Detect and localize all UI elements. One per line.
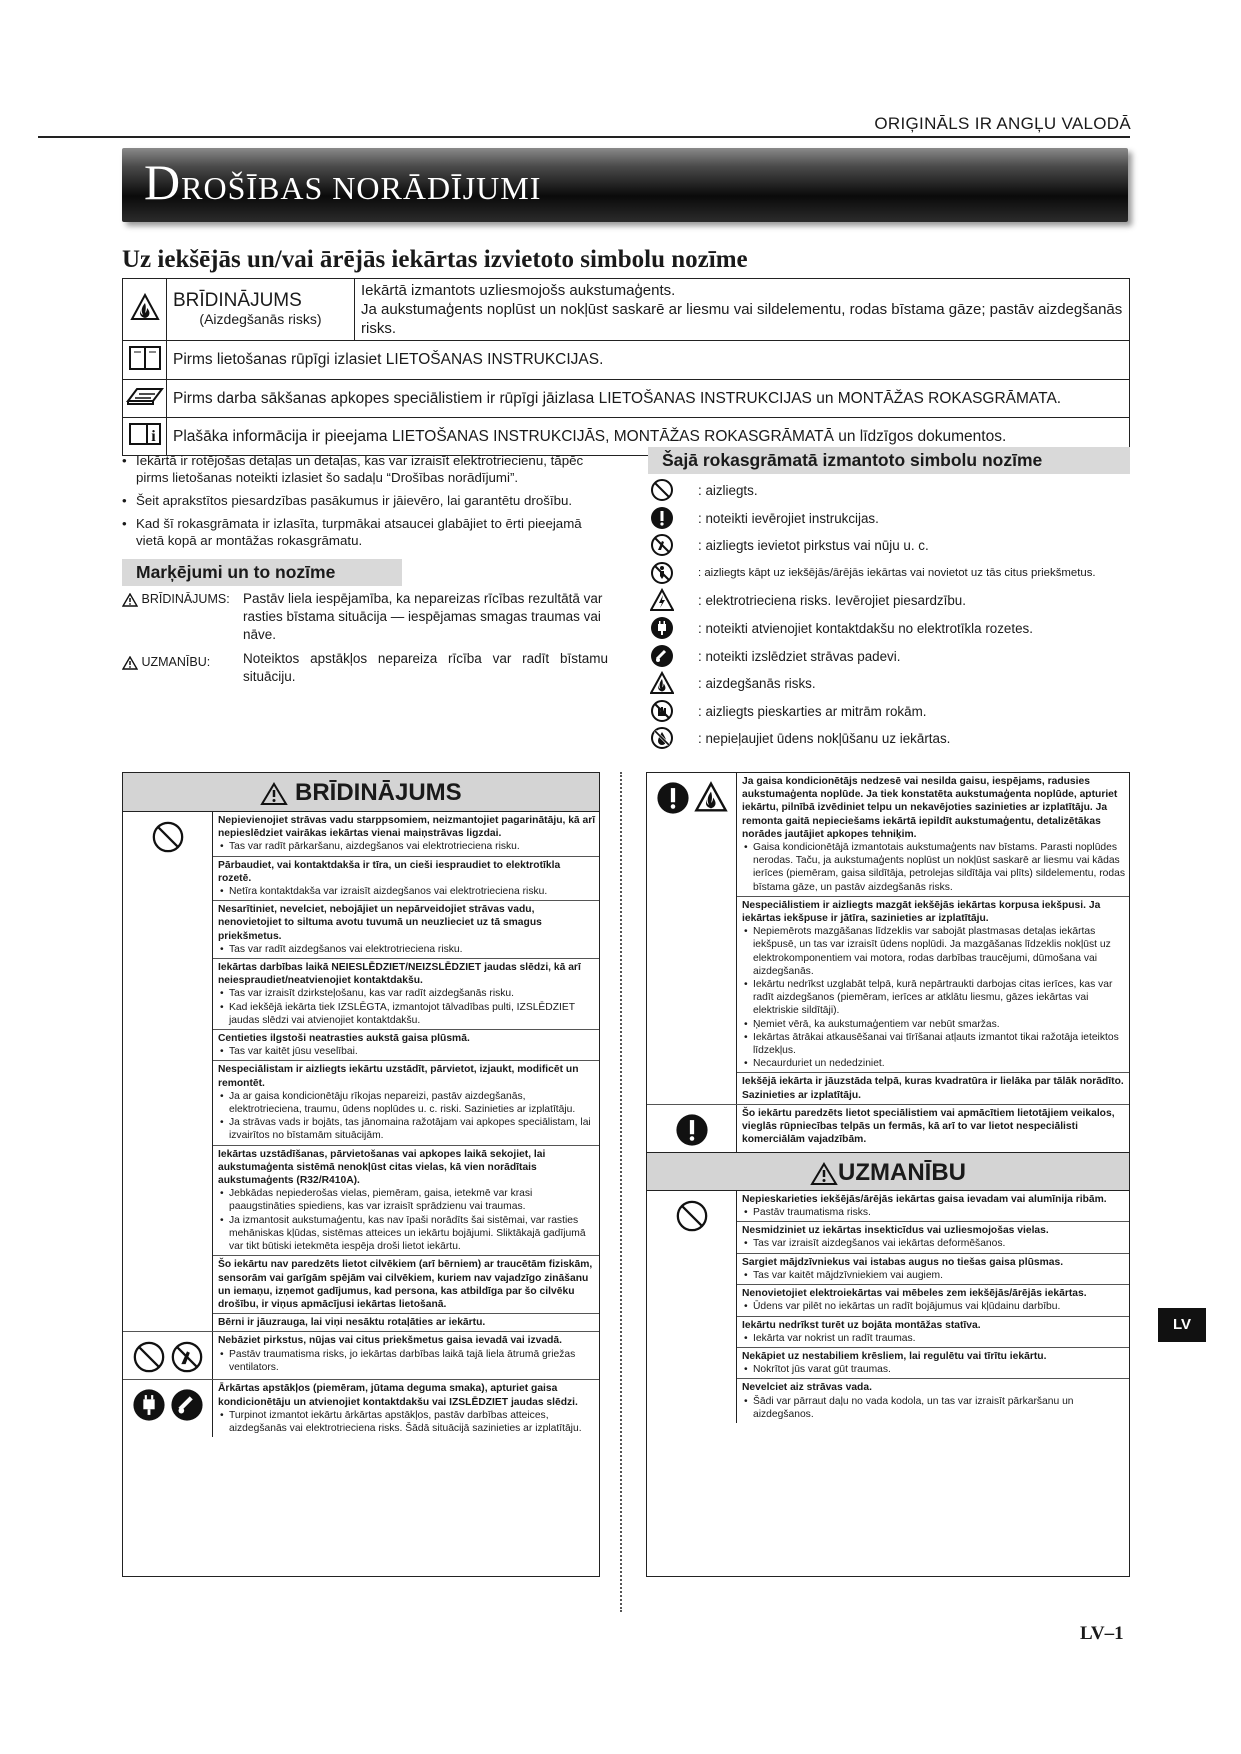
list-item: : noteikti atvienojiet kontaktdakšu no elektrotīkla rozetes. [650, 616, 1140, 644]
title-banner [122, 148, 1128, 222]
safety-item-title: Sargiet mājdzīvniekus vai istabas augus no tiešas gaisa plūsmas. [742, 1256, 1064, 1268]
unit-symbols-heading: Uz iekšējās un/vai ārējās iekārtas izvietoto simbolu nozīme [122, 246, 748, 273]
safety-item [213, 857, 599, 902]
header-rule [38, 136, 1130, 138]
prohibited-icon [132, 1340, 166, 1379]
fire-icon [650, 671, 674, 695]
read-manual-text: Pirms lietošanas rūpīgi izlasiet LIETOŠANAS INSTRUKCIJAS. [167, 341, 1130, 380]
safety-item-note: • Tas var radīt aizdegšanos vai elektrotrieciena risku. [218, 943, 596, 956]
safety-item-title: Šo iekārtu paredzēts lietot speciālistiem vai apmācītiem lietotājiem veikalos, vieglās rūpniecības telpās un fermās, kā arī to var lietot nespeciālisti komerciālām vajadzībām. [742, 1107, 1115, 1146]
page-title: DROŠĪBAS NORĀDĪJUMI [144, 154, 542, 210]
page-number: LV–1 [1080, 1623, 1124, 1644]
warning-group [647, 773, 1129, 1105]
group-icon-cell [123, 1332, 213, 1379]
list-item: • Šeit aprakstītos piesardzības pasākumus ir jāievēro, lai garantētu drošību. [122, 492, 612, 509]
info-icon [123, 418, 167, 456]
safety-item [737, 1073, 1129, 1103]
safety-item-title: Bērni ir jāuzrauga, lai viņi nesāktu rotaļāties ar iekārtu. [218, 1317, 486, 1329]
safety-item [737, 897, 1129, 1074]
mandatory-icon [675, 1113, 709, 1152]
warning-group [647, 1105, 1129, 1152]
caution-marking-text: Noteiktos apstākļos nepareiza rīcība var radīt bīstamu situāciju. [243, 651, 608, 684]
safety-item [737, 1222, 1129, 1253]
warning-description: Iekārtā izmantots uzliesmojošs aukstumaģents. Ja aukstumaģents noplūst un nokļūst saskarē ar liesmu vai sildelementu, rodas bīstama gāze; pastāv aizdegšanās risks. [355, 279, 1130, 341]
no-stepping-icon [650, 561, 674, 585]
service-manual-text: Pirms darba sākšanas apkopes speciālistiem ir rūpīgi jāizlasa LIETOŠANAS INSTRUKCIJAS un MONTĀŽAS ROKASGRĀMATA. [167, 380, 1130, 418]
safety-item-title: Nespeciālistiem ir aizliegts mazgāt iekšējās iekārtas korpusa iekšpusi. Ja iekārtas iekšpuse ir jātīra, sazinieties ar izplatītāju. [742, 899, 1101, 925]
safety-item-note: • Necaurduriet un nededziniet. [742, 1057, 1126, 1070]
service-manual-icon [123, 380, 167, 418]
safety-item-note: • Pastāv traumatisma risks, jo iekārtas darbības laikā tajā liela ātrumā griežas ventilators. [218, 1348, 596, 1374]
safety-item-note: • Netīra kontaktdakša var izraisīt aizdegšanos vai elektrotrieciena risku. [218, 885, 596, 898]
safety-item-title: Ja gaisa kondicionētājs nedzesē vai nesilda gaisu, iespējams, radusies aukstumaģenta noplūde. Ja tiek konstatēta aukstumaģenta noplūde, apturiet iekārtu, pilnībā izvēdiniet telpu un nekavējoties sazinieties ar izplatītāju. Ja remonta gaitā nepieciešams iekārtā iepildīt aukstumaģentu, detalizētākas norādes jautājiet apkopes tehniķim. [742, 776, 1118, 840]
list-item: : aizliegts pieskarties ar mitrām rokām. [650, 699, 1140, 727]
safety-item [213, 1314, 599, 1331]
safety-item-note: • Jebkādas nepiederošas vielas, piemēram, gaisa, ietekmē var krasi paaugstināties spiediens, kas var izraisīt sprādzienu vai traumas. [218, 1187, 596, 1213]
safety-item-title: Nepievienojiet strāvas vadu starppsomiem, neizmantojiet pagarinātāju, kā arī nepieslēdziet vairākas iekārtas vienai maiņstrāvas ligzdai. [218, 815, 596, 840]
safety-item-note: • Ņemiet vērā, ka aukstumaģentiem var nebūt smaržas. [742, 1018, 1126, 1031]
list-item: : noteikti izslēdziet strāvas padevi. [650, 644, 1140, 672]
safety-item-note: • Ja izmantosit aukstumaģentu, kas nav īpaši norādīts šai sistēmai, var rasties mehāniskas kļūdas, sistēmas atteices un iekārtu bojājumi. Sliktākajā gadījumā var tikt būtiski ietekmēta iespēja droši lietot iekārtu. [218, 1214, 596, 1254]
safety-item-note: • Tas var kaitēt jūsu veselībai. [218, 1045, 596, 1058]
safety-item-note: • Turpinot izmantot iekārtu ārkārtas apstākļos, pastāv darbības atteices, aizdegšanās vai elektrotrieciena risks. Šādā situācijā sazinieties ar izplatītāju. [218, 1409, 596, 1435]
fire-icon [694, 781, 728, 818]
safety-item-note: • Ja ar gaisa kondicionētāju rīkojas nepareizi, pastāv aizdegšanās, elektrotrieciena, traumu, ūdens noplūdes u. c. riski. Sazinieties ar izplatītāju. [218, 1090, 596, 1116]
safety-item-note: • Iekārtu nedrīkst uzglabāt telpā, kurā nepārtraukti darbojas citas ierīces, kas var radīt aizdegšanos (piemēram, ierīces ar atklātu liesmu, gāzes iekārtas vai elektriskie sildītāji). [742, 978, 1126, 1018]
warning-group [123, 1332, 599, 1380]
safety-item [213, 1030, 599, 1061]
safety-item-title: Ārkārtas apstākļos (piemēram, jūtama deguma smaka), apturiet gaisa kondicionētāju un atvienojiet kontaktdakšu vai IZSLĒDZIET jaudas slēdzi. [218, 1383, 578, 1408]
safety-item-title: Iekārtas darbības laikā NEIESLĒDZIET/NEIZSLĒDZIET jaudas slēdzi, kā arī neiespraudiet/neatvienojiet kontaktdakšu. [218, 962, 581, 987]
safety-item [737, 1348, 1129, 1379]
list-item: : nepieļaujiet ūdens nokļūšanu uz iekārtas. [650, 726, 1140, 754]
safety-item-note: • Gaisa kondicionētājā izmantotais aukstumaģents nav bīstams. Parasti noplūdes nerodas. Taču, ja aukstumaģents noplūst un nokļūst saskarē ar liesmu vai kādas ierīces (piemēram, gaisa sildītāja, petrolejas sildītāja vai plīts) sildelementu, rodas bīstama gāze, un pastāv aizdegšanās risks. [742, 841, 1126, 894]
safety-item-note: • Nokrītot jūs varat gūt traumas. [742, 1363, 1126, 1376]
warning-marking-text: Pastāv liela iespējamība, ka nepareizas rīcības rezultātā var rasties bīstama situācija — iespējamas smagas traumas vai nāve. [243, 591, 603, 642]
prohibited-icon [675, 1199, 709, 1238]
group-icon-cell [123, 812, 213, 1331]
list-item: : aizliegts ievietot pirkstus vai nūju u. c. [650, 533, 1140, 561]
group-icon-cell [647, 1191, 737, 1423]
safety-item-note: • Ja strāvas vads ir bojāts, tas jānomaina ražotājam vai apkopes speciālistam, lai izvairītos no bīstamām situācijām. [218, 1116, 596, 1142]
warning-group [123, 812, 599, 1332]
mandatory-icon [656, 781, 690, 820]
safety-item [737, 1105, 1129, 1149]
safety-item-note: • Nepiemērots mazgāšanas līdzeklis var sabojāt plastmasas detaļas iekārtas iekšpusē, un tas var izraisīt ūdens noplūdi. Ja mazgāšanas līdzeklis nokļūst uz elektrokomponentiem vai motora, rodas darbības traucējumi, dūmošana vai aizdegšanās. [742, 925, 1126, 978]
safety-item [213, 1256, 599, 1314]
safety-item-title: Šo iekārtu nav paredzēts lietot cilvēkiem (arī bērniem) ar traucētām fiziskām, sensorām vai garīgām spējām vai cilvēkiem, kuriem nav vajadzīgo zināšanu un iemaņu, izņemot gadījumus, kad persona, kas atbildīga par šo cilvēku drošību, ir viņus apmācījusi iekārtas lietošanā. [218, 1259, 593, 1310]
safety-item-title: Nekāpiet uz nestabiliem krēsliem, lai regulētu vai tīrītu iekārtu. [742, 1350, 1047, 1362]
safety-item-note: • Tas var kaitēt mājdzīvniekiem vai augiem. [742, 1269, 1126, 1282]
group-icon-cell [647, 773, 737, 1104]
safety-item-title: Nesarītiniet, nevelciet, nebojājiet un nepārveidojiet strāvas vadu, nenovietojiet to siltuma avotu tuvumā un neuzlieciet uz tā smagus priekšmetus. [218, 904, 542, 942]
no-fingers-icon [170, 1340, 204, 1379]
safety-item-note: • Kad iekšējā iekārta tiek IZSLĒGTA, izmantojot tālvadības pulti, IZSLĒDZIET jaudas slēdzi vai atvienojiet kontaktdakšu. [218, 1001, 596, 1027]
safety-item-note: • Tas var izraisīt dzirksteļošanu, kas var radīt aizdegšanās risku. [218, 987, 596, 1000]
safety-item [737, 773, 1129, 897]
prohibited-icon [650, 478, 674, 502]
unplug-icon [650, 616, 674, 640]
safety-item-note: • Tas var radīt pārkaršanu, aizdegšanos vai elektrotrieciena risku. [218, 840, 596, 853]
safety-item-note: • Šādi var pārraut daļu no vada kodola, un tas var izraisīt pārkaršanu un aizdegšanos. [742, 1395, 1126, 1421]
no-fingers-icon [650, 533, 674, 557]
safety-item-title: Iekārtu nedrīkst turēt uz bojāta montāžas statīva. [742, 1319, 981, 1331]
safety-item-title: Centieties ilgstoši neatrasties aukstā gaisa plūsmā. [218, 1033, 470, 1045]
manual-book-icon [123, 341, 167, 380]
caution-panel-header: UZMANĪBU [647, 1152, 1129, 1191]
intro-bullets [122, 452, 612, 555]
safety-item [213, 1332, 599, 1376]
list-item: • Kad šī rokasgrāmata ir izlasīta, turpmākai atsaucei glabājiet to ērti pieejamā vietā kopā ar montāžas rokasgrāmatu. [122, 515, 612, 549]
right-warning-panel-body [647, 773, 1129, 1152]
list-item: : elektrotrieciena risks. Ievērojiet piesardzību. [650, 588, 1140, 616]
list-item: : noteikti ievērojiet instrukcijas. [650, 506, 1140, 534]
mandatory-icon [650, 506, 674, 530]
safety-item-note: • Ūdens var pilēt no iekārtas un radīt bojājumus vai kļūdainu darbību. [742, 1300, 1126, 1313]
safety-item-title: Iekšējā iekārta ir jāuzstāda telpā, kuras kvadratūra ir lielāka par tālāk norādīto. Sazinieties ar izplatītāju. [742, 1076, 1124, 1101]
warning-marking-label: BRĪDINĀJUMS: [122, 592, 230, 607]
manual-symbols-title: Šajā rokasgrāmatā izmantoto simbolu nozīme [648, 447, 1130, 474]
safety-item [213, 901, 599, 959]
warning-panel-body [123, 812, 599, 1437]
list-item: • Iekārtā ir rotējošas detaļas un detaļas, kas var izraisīt elektrotriecienu, tāpēc pirms lietošanas noteikti izlasiet šo sadaļu “Drošības norādījumi”. [122, 452, 612, 486]
caution-marking-label: UZMANĪBU: [122, 655, 210, 670]
safety-item [213, 959, 599, 1030]
safety-item-note: • Iekārtas ātrākai atkausēšanai vai tīrīšanai atļauts izmantot tikai ražotāja ieteiktos līdzekļus. [742, 1031, 1126, 1057]
list-item: : aizliegts kāpt uz iekšējās/ārējās iekārtas vai novietot uz tās citus priekšmetus. [650, 561, 1140, 589]
column-divider [620, 772, 622, 1612]
warning-panel [122, 772, 600, 1577]
safety-item-title: Pārbaudiet, vai kontaktdakša ir tīra, un cieši iespraudiet to elektrotīkla rozetē. [218, 859, 561, 884]
safety-item [213, 1146, 599, 1257]
more-info-text: Plašāka informācija ir pieejama LIETOŠANAS INSTRUKCIJĀS, MONTĀŽAS ROKASGRĀMATĀ un līdzīgos dokumentos. [167, 418, 1130, 456]
safety-item [737, 1191, 1129, 1222]
safety-item [737, 1379, 1129, 1423]
group-icon-cell [123, 1380, 213, 1437]
manual-symbols-list [650, 478, 1140, 754]
safety-item [213, 1061, 599, 1145]
electric-shock-icon [650, 588, 674, 612]
safety-item-title: Nevelciet aiz strāvas vada. [742, 1382, 872, 1394]
safety-item-title: Nespeciālistam ir aizliegts iekārtu uzstādīt, pārvietot, izjaukt, modificēt un remontēt. [218, 1064, 579, 1089]
safety-item [213, 812, 599, 857]
right-warning-panel [646, 772, 1130, 1577]
group-icon-cell [647, 1105, 737, 1152]
no-wet-hands-icon [650, 699, 674, 723]
safety-item-title: Nepieskarieties iekšējās/ārējās iekārtas gaisa ievadam vai alumīnija ribām. [742, 1193, 1107, 1205]
prohibited-icon [151, 820, 185, 859]
warning-label-cell: BRĪDINĀJUMS (Aizdegšanās risks) [167, 279, 355, 341]
warning-group [123, 1380, 599, 1437]
power-off-icon [650, 644, 674, 668]
caution-panel-body [647, 1191, 1129, 1423]
power-off-icon [170, 1388, 204, 1427]
unit-symbols-table [122, 278, 1130, 456]
unplug-icon [132, 1388, 166, 1427]
safety-item [737, 1254, 1129, 1285]
safety-item-note: • Pastāv traumatisma risks. [742, 1206, 1126, 1219]
fire-warning-icon [123, 279, 167, 341]
list-item: : aizdegšanās risks. [650, 671, 1140, 699]
safety-item-title: Nenovietojiet elektroiekārtas vai mēbeles zem iekšējās/ārējās iekārtas. [742, 1288, 1087, 1300]
warning-group [647, 1191, 1129, 1423]
language-tab: LV [1158, 1308, 1206, 1342]
safety-item-title: Nebāziet pirkstus, nūjas vai citus priekšmetus gaisa ievadā vai izvadā. [218, 1335, 562, 1347]
markings-title: Marķējumi un to nozīme [122, 559, 402, 586]
warning-panel-header: BRĪDINĀJUMS [123, 773, 599, 812]
safety-item [737, 1317, 1129, 1348]
safety-item-note: • Tas var izraisīt aizdegšanos vai iekārtas deformēšanos. [742, 1237, 1126, 1250]
safety-item-note: • Iekārta var nokrist un radīt traumas. [742, 1332, 1126, 1345]
svg-text:i: i [150, 428, 156, 445]
safety-item [737, 1285, 1129, 1316]
no-water-icon [650, 726, 674, 750]
safety-item-title: Iekārtas uzstādīšanas, pārvietošanas vai apkopes laikā sekojiet, lai aukstumaģenta sistēmā nenokļūst citas vielas, kā vien norādītais aukstumaģents (R32/R410A). [218, 1148, 546, 1187]
safety-item [213, 1380, 599, 1437]
original-language-note: ORIĢINĀLS IR ANGĻU VALODĀ [874, 114, 1131, 133]
list-item: : aizliegts. [650, 478, 1140, 506]
safety-item-title: Nesmidziniet uz iekārtas insekticīdus vai uzliesmojošas vielas. [742, 1225, 1049, 1237]
